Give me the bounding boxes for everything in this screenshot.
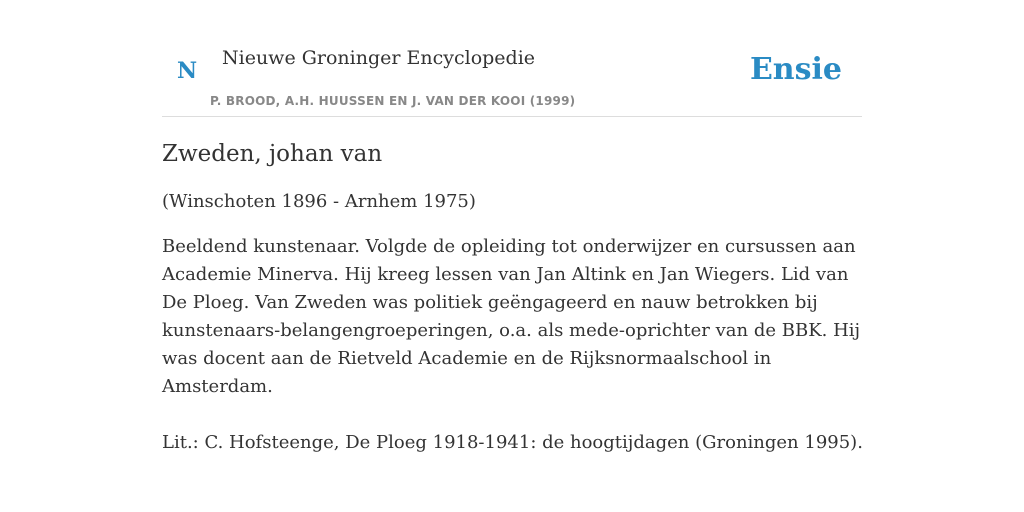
entry-body: Beeldend kunstenaar. Volgde de opleiding tot onderwijzer en cursussen aan Academie Minerva. Hij kreeg lessen van Jan Altink en Jan Wiegers. Lid van De Ploeg. Van Zweden was politiek geëngageerd en nauw betrokken bij kunstenaars-belangengroeperingen, o.a. als mede-oprichter van de BBK. Hij was docent aan de Rietveld Academie en de Rijksnormaalschool in Amsterdam. (162, 236, 861, 397)
publication-authors: P. BROOD, A.H. HUUSSEN EN J. VAN DER KOOI (1999) (210, 94, 576, 108)
ensie-logo-link[interactable]: Ensie (749, 52, 842, 87)
entry-article (162, 138, 862, 457)
entry-literature: Lit.: C. Hofsteenge, De Ploeg 1918-1941: de hoogtijdagen (Groningen 1995). (162, 432, 863, 453)
entry-title: Zweden, johan van (162, 141, 383, 167)
publication-title[interactable]: Nieuwe Groninger Encyclopedie (222, 47, 536, 69)
publication-header (162, 0, 862, 117)
publication-logo[interactable]: N (177, 58, 198, 84)
entry-lifespan: (Winschoten 1896 - Arnhem 1975) (162, 191, 476, 212)
